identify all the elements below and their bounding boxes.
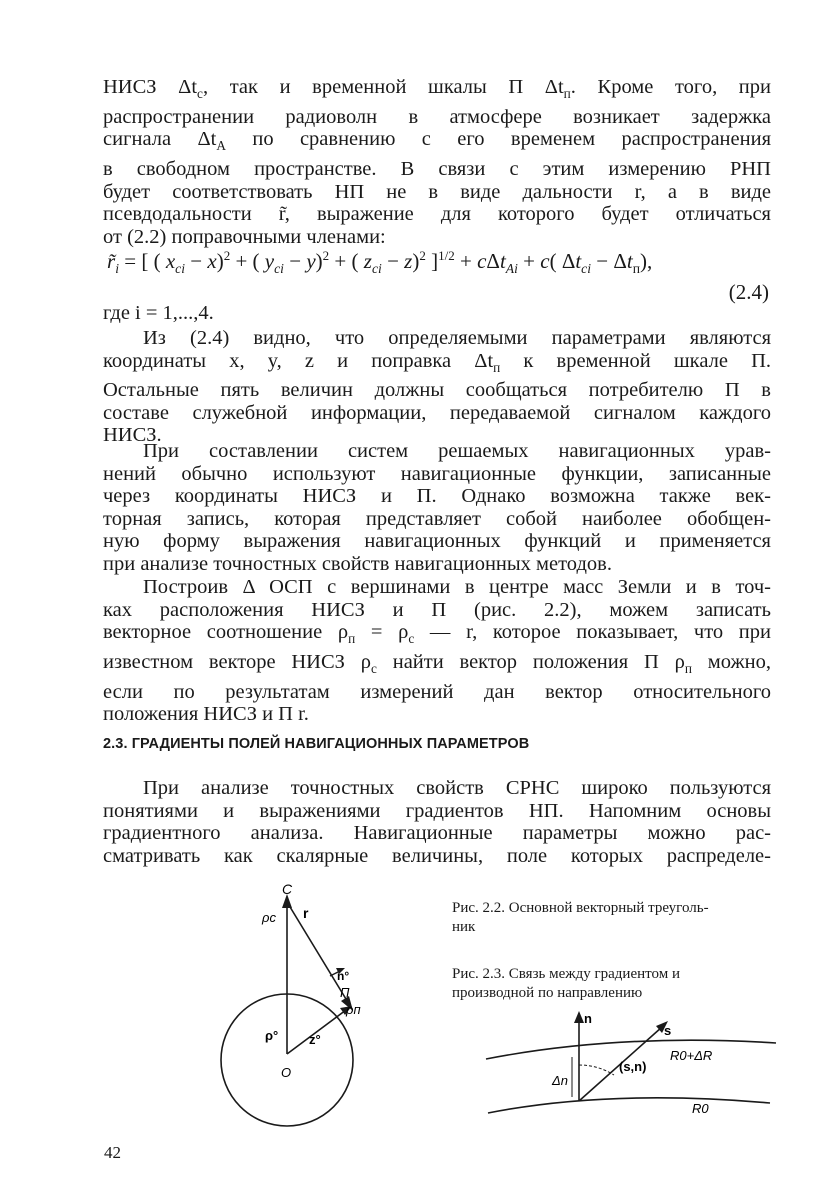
paragraph-3-text — [103, 440, 771, 576]
label-n0: n° — [337, 969, 350, 983]
label-z0: z° — [309, 1032, 321, 1047]
para3-line: нений обычно используют навигационные функции, записанные — [103, 462, 771, 485]
figure-2-2-triangle — [200, 880, 390, 1140]
para3-line: При составлении систем решаемых навигационных урав- — [143, 440, 771, 462]
label-rho0: ρ° — [265, 1028, 279, 1043]
label-s-n: (s,n) — [619, 1059, 647, 1074]
paragraph-1 — [103, 76, 771, 248]
para1-line: НИСЗ $\Delta t_с$, так и временной шкалы П $\Delta t_п$. Кроме того, при — [103, 76, 771, 102]
paragraph-5 — [103, 777, 771, 867]
label-R0: R0 — [692, 1101, 709, 1116]
para3-line: через координаты НИСЗ и П. Однако возможна также век- — [103, 485, 771, 508]
where-line-text: где i = 1,...,4. — [103, 302, 214, 324]
para5-line: градиентного анализа. Навигационные параметры можно рас- — [103, 822, 771, 845]
para5-line: сматривать как скалярные величины, поле которых распределе- — [103, 844, 771, 867]
paragraph-1-text — [103, 76, 771, 248]
label-P: П — [340, 985, 350, 1000]
paragraph-2-text — [103, 327, 771, 447]
where-line — [103, 302, 771, 325]
para2-line: НИСЗ. — [103, 424, 162, 447]
paragraph-2 — [103, 327, 771, 447]
arrow-n — [574, 1011, 584, 1023]
para4-line: если по результатам измерений дан вектор относительного — [103, 680, 771, 703]
caption-fig-2-3: Рис. 2.3. Связь между градиентом и производной по направлению — [452, 966, 680, 1001]
para1-line: будет соответствовать НП не в виде дальности r, а в виде — [103, 180, 771, 203]
para3-line: ную форму выражения навигационных функций и применяется — [103, 530, 771, 553]
paragraph-4 — [103, 576, 771, 726]
para2-line: Из (2.4) видно, что определяемыми параметрами являются — [143, 327, 771, 349]
curve-R0 — [488, 1098, 770, 1113]
label-delta-n: Δn — [552, 1073, 568, 1088]
label-O: O — [281, 1065, 292, 1080]
para1-line: сигнала $\Delta t_A$ по сравнению с его временем распространения — [103, 128, 771, 154]
caption-fig-2-2: Рис. 2.2. Основной векторный треуголь- ник — [452, 900, 709, 935]
paragraph-5-text — [103, 777, 771, 867]
label-rho-c: ρc — [262, 910, 276, 925]
label-n: n — [584, 1011, 592, 1026]
para5-line: При анализе точностных свойств СРНС широко пользуются — [143, 777, 771, 799]
formula-expression: $r̃_i$ = [ ( $x_{ci} - x)^2$ + ( $y_{ci} - y)^2$ + ( $z_{ci} - z)^2$ ]$^{1/2}$ + cΔt$_{Ai}$ + c( $\Delta t_{ci} - \Delta t_п$), — [107, 248, 653, 277]
label-s: s — [664, 1023, 672, 1038]
para1-line: псевдодальности r̃, выражение для которого будет отличаться — [103, 203, 771, 226]
para4-line: векторное соотношение $\rho_п = \rho_с$ — r, которое показывает, что при — [103, 621, 771, 647]
para2-line: Остальные пять величин должны сообщаться потребителю П в — [103, 379, 771, 402]
figure-2-3-gradient — [480, 1005, 780, 1140]
label-r: r — [303, 905, 309, 921]
formula-2-4 — [103, 246, 771, 306]
para4-line: положения НИСЗ и П r. — [103, 703, 309, 726]
paragraph-4-text — [103, 576, 771, 726]
para3-line: торная запись, которая представляет собой наиболее обобщен- — [103, 507, 771, 530]
curve-R0-plus-dR — [486, 1040, 776, 1059]
section-heading: 2.3. ГРАДИЕНТЫ ПОЛЕЙ НАВИГАЦИОННЫХ ПАРАМЕТРОВ — [103, 736, 530, 752]
label-C: C — [282, 881, 293, 897]
para5-line: понятиями и выражениями градиентов НП. Напомним основы — [103, 799, 771, 822]
para4-line: Построив Δ ОСП с вершинами в центре масс Земли и в точ- — [143, 576, 771, 598]
para2-line: составе служебной информации, передаваемой сигналом каждого — [103, 401, 771, 424]
para1-line: в свободном пространстве. В связи с этим измерению РНП — [103, 157, 771, 180]
paragraph-3 — [103, 440, 771, 576]
para4-line: ках расположения НИСЗ и П (рис. 2.2), можем записать — [103, 598, 771, 621]
label-R0-plus-dR: R0+ΔR — [670, 1048, 713, 1063]
para1-line: распространении радиоволн в атмосфере возникает задержка — [103, 105, 771, 128]
para1-line: от (2.2) поправочными членами: — [103, 225, 386, 248]
para2-line: координаты x, y, z и поправка $\Delta t_п$ к временной шкале П. — [103, 349, 771, 375]
para3-line: при анализе точностных свойств навигационных методов. — [103, 552, 612, 575]
formula-number: (2.4) — [728, 280, 769, 304]
label-rho-p: ρп — [346, 1002, 361, 1017]
page-number: 42 — [104, 1143, 121, 1162]
para4-line: известном векторе НИСЗ $\rho_с$ найти вектор положения П $\rho_п$ можно, — [103, 650, 771, 676]
